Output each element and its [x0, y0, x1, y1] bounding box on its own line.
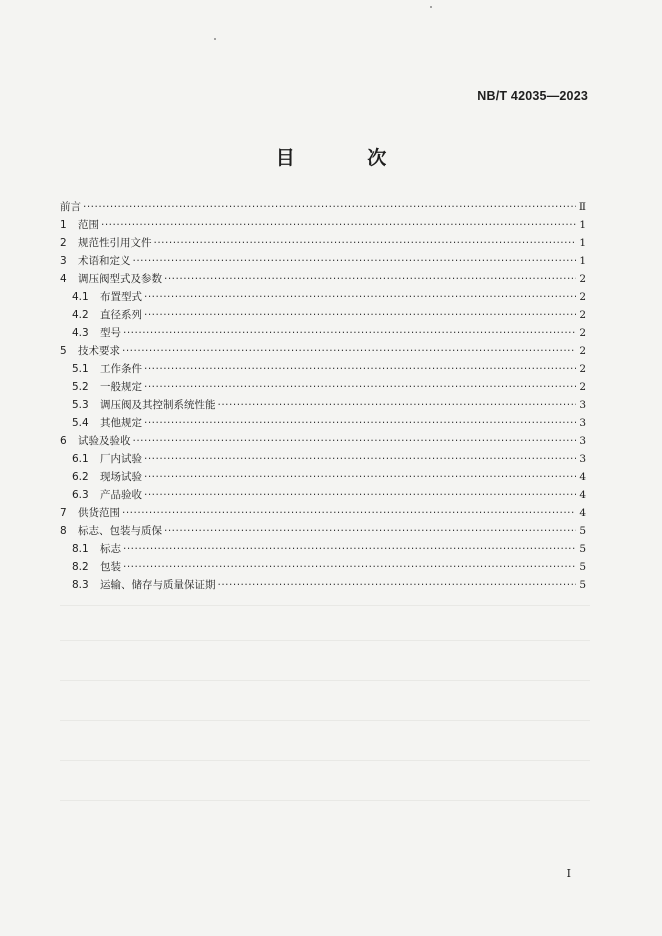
- toc-entry-page: 4: [579, 507, 586, 519]
- toc-entry[interactable]: [60, 360, 586, 378]
- toc-entry-page: 4: [579, 489, 586, 501]
- toc-leader-dots: [144, 486, 576, 504]
- standard-code: NB/T 42035—2023: [477, 89, 588, 103]
- toc-entry-label: 直径系列: [100, 309, 142, 321]
- toc-entry-label: 前言: [60, 201, 81, 213]
- toc-entry-page: 2: [579, 309, 586, 321]
- toc-entry-page: 2: [579, 363, 586, 375]
- toc-entry-number: 5.4: [72, 417, 89, 429]
- toc-entry-label: 规范性引用文件: [78, 237, 152, 249]
- toc-entry-number: 8.2: [72, 561, 89, 573]
- toc-entry-page: 2: [579, 345, 586, 357]
- toc-entry-number: 6: [60, 435, 67, 447]
- toc-entry-label: 型号: [100, 327, 121, 339]
- toc-entry-label: 其他规定: [100, 417, 142, 429]
- toc-entry[interactable]: [60, 450, 586, 468]
- toc-entry[interactable]: [60, 270, 586, 288]
- toc-entry-page: 3: [579, 417, 586, 429]
- toc-leader-dots: [144, 306, 576, 324]
- toc-entry-label: 现场试验: [100, 471, 142, 483]
- toc-entry-label: 布置型式: [100, 291, 142, 303]
- toc-entry-page: 1: [579, 237, 586, 249]
- toc-leader-dots: [164, 270, 576, 288]
- toc-entry[interactable]: [60, 486, 586, 504]
- page-number: I: [566, 867, 571, 880]
- toc-entry-label: 运输、储存与质量保证期: [100, 579, 216, 591]
- toc-entry-number: 6.3: [72, 489, 89, 501]
- toc-leader-dots: [154, 234, 577, 252]
- toc-entry[interactable]: [60, 396, 586, 414]
- toc-entry-label: 供货范围: [78, 507, 120, 519]
- bleed-through-line: [60, 800, 590, 801]
- toc-leader-dots: [144, 450, 576, 468]
- toc-entry-label: 标志、包装与质保: [78, 525, 162, 537]
- toc-entry-number: 5.2: [72, 381, 89, 393]
- toc-leader-dots: [144, 468, 576, 486]
- toc-entry-label: 调压阀及其控制系统性能: [100, 399, 216, 411]
- toc-entry-page: 2: [579, 381, 586, 393]
- toc-entry-number: 4.1: [72, 291, 89, 303]
- toc-entry-number: 8.1: [72, 543, 89, 555]
- bleed-through-line: [60, 680, 590, 681]
- toc-entry[interactable]: [60, 288, 586, 306]
- toc-entry[interactable]: [60, 306, 586, 324]
- toc-entry[interactable]: [60, 234, 586, 252]
- toc-leader-dots: [83, 198, 576, 216]
- toc-leader-dots: [218, 576, 577, 594]
- toc-entry-label: 标志: [100, 543, 121, 555]
- toc-entry[interactable]: [60, 468, 586, 486]
- toc-entry[interactable]: [60, 324, 586, 342]
- scan-speck: [430, 6, 432, 8]
- bleed-through-line: [60, 720, 590, 721]
- toc-leader-dots: [144, 378, 576, 396]
- toc-entry-number: 4.3: [72, 327, 89, 339]
- toc-leader-dots: [122, 504, 576, 522]
- toc-entry-page: 2: [579, 273, 586, 285]
- toc-leader-dots: [133, 432, 577, 450]
- toc-entry[interactable]: [60, 576, 586, 594]
- toc-entry-number: 5: [60, 345, 67, 357]
- toc-entry-page: 5: [579, 561, 586, 573]
- toc-entry-number: 6.1: [72, 453, 89, 465]
- toc-entry-number: 6.2: [72, 471, 89, 483]
- toc-entry-label: 厂内试验: [100, 453, 142, 465]
- toc-entry[interactable]: [60, 414, 586, 432]
- toc-entry[interactable]: [60, 540, 586, 558]
- toc-entry-number: 1: [60, 219, 67, 231]
- toc-leader-dots: [144, 288, 576, 306]
- toc-leader-dots: [122, 342, 576, 360]
- toc-entry-label: 包装: [100, 561, 121, 573]
- toc-entry[interactable]: [60, 558, 586, 576]
- toc-entry[interactable]: [60, 342, 586, 360]
- toc-entry-page: 3: [579, 399, 586, 411]
- toc-entry-label: 术语和定义: [78, 255, 131, 267]
- toc-entry-number: 4: [60, 273, 67, 285]
- toc-leader-dots: [133, 252, 577, 270]
- toc-entry-page: 3: [579, 453, 586, 465]
- toc-entry[interactable]: [60, 432, 586, 450]
- toc-entry[interactable]: [60, 198, 586, 216]
- toc-leader-dots: [101, 216, 576, 234]
- toc-leader-dots: [218, 396, 577, 414]
- bleed-through-line: [60, 605, 590, 606]
- toc-entry-page: 2: [579, 291, 586, 303]
- toc-entry-label: 技术要求: [78, 345, 120, 357]
- toc-leader-dots: [164, 522, 576, 540]
- toc-leader-dots: [144, 360, 576, 378]
- toc-entry-label: 产品验收: [100, 489, 142, 501]
- toc-entry-page: 3: [579, 435, 586, 447]
- toc-entry-page: 1: [579, 219, 586, 231]
- toc-title: 目 次: [275, 147, 409, 169]
- toc-entry-number: 5.1: [72, 363, 89, 375]
- toc-entry-page: 5: [579, 525, 586, 537]
- toc-entry-page: Ⅱ: [578, 201, 586, 213]
- toc-entry-label: 调压阀型式及参数: [78, 273, 162, 285]
- toc-entry[interactable]: [60, 504, 586, 522]
- toc-leader-dots: [123, 324, 576, 342]
- toc-entry-number: 4.2: [72, 309, 89, 321]
- toc-entry[interactable]: [60, 252, 586, 270]
- toc-entry-number: 5.3: [72, 399, 89, 411]
- bleed-through-line: [60, 760, 590, 761]
- toc-entry-label: 范围: [78, 219, 99, 231]
- toc-entry[interactable]: [60, 378, 586, 396]
- toc-entry-number: 3: [60, 255, 67, 267]
- toc-entry-number: 2: [60, 237, 67, 249]
- toc-entry-number: 8.3: [72, 579, 89, 591]
- toc-entry-page: 1: [579, 255, 586, 267]
- toc-entry-label: 工作条件: [100, 363, 142, 375]
- bleed-through-line: [60, 640, 590, 641]
- toc-entry-label: 一般规定: [100, 381, 142, 393]
- scan-speck: [214, 38, 216, 40]
- toc-entry-page: 4: [579, 471, 586, 483]
- toc-entry-page: 5: [579, 579, 586, 591]
- toc-leader-dots: [144, 414, 576, 432]
- toc-entry-page: 2: [579, 327, 586, 339]
- toc-entry-label: 试验及验收: [78, 435, 131, 447]
- toc-entry[interactable]: [60, 216, 586, 234]
- table-of-contents: [60, 198, 586, 594]
- toc-entry-number: 8: [60, 525, 67, 537]
- toc-leader-dots: [123, 540, 576, 558]
- toc-entry-page: 5: [579, 543, 586, 555]
- toc-entry[interactable]: [60, 522, 586, 540]
- toc-entry-number: 7: [60, 507, 67, 519]
- toc-leader-dots: [123, 558, 576, 576]
